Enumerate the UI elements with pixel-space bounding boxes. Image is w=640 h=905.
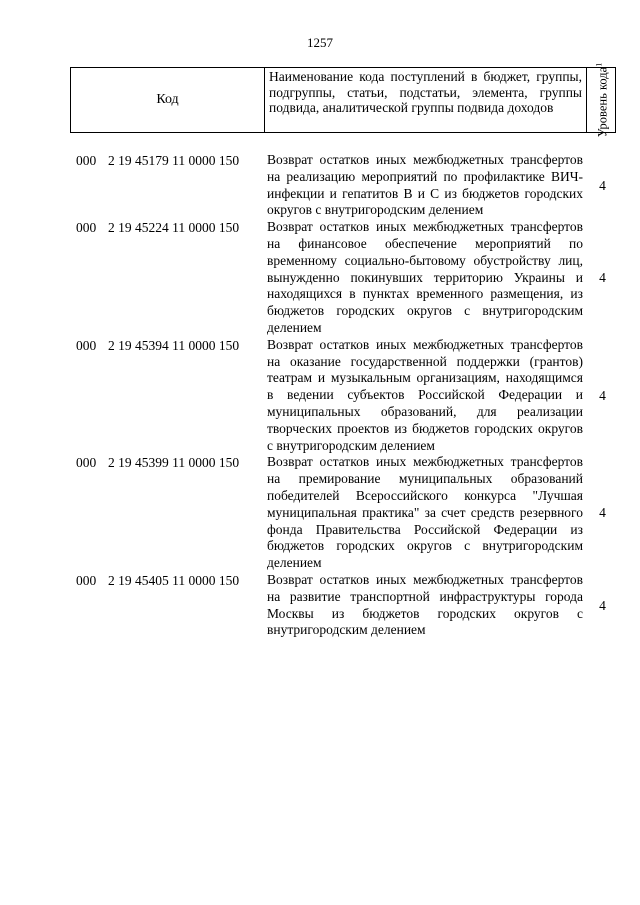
header-code: Код: [71, 68, 265, 132]
table-body: [76, 152, 616, 639]
row-admin-code: 000: [76, 572, 97, 588]
row-name: Возврат остатков иных межбюджетных трансфертов на реализацию мероприятий по профилактике ВИЧ-инфекции и гепатитов В и С из бюджетов городских округов с внутригородским делением: [267, 152, 583, 218]
row-level: 4: [599, 597, 606, 613]
row-admin-code: 000: [76, 220, 97, 236]
row-admin-code: 000: [76, 337, 97, 353]
table-row: [76, 152, 616, 219]
row-code: 2 19 45224 11 0000 150: [108, 220, 240, 236]
row-admin-code: 000: [76, 455, 97, 471]
row-code: 2 19 45405 11 0000 150: [108, 572, 240, 588]
row-name: Возврат остатков иных межбюджетных трансфертов на финансовое обеспечение мероприятий по временному социально-бытовому обустройству лиц, вынужденно покинувших территорию Украины и находящихся в пунктах временного размещения, из бюджетов городских округов с внутригородским делением: [267, 219, 583, 335]
row-level: 4: [599, 177, 606, 193]
table-row: [76, 454, 616, 572]
row-code: 2 19 45399 11 0000 150: [108, 455, 240, 471]
row-level: 4: [599, 387, 606, 403]
header-level: [587, 62, 615, 138]
row-code: 2 19 45179 11 0000 150: [108, 153, 240, 168]
row-admin-code: 000: [76, 153, 97, 168]
header-name: Наименование кода поступлений в бюджет, группы, подгруппы, статьи, подстатьи, элемента, группы подвида, аналитической группы подвида доходов: [265, 68, 587, 132]
table-header: [70, 62, 616, 138]
row-name: Возврат остатков иных межбюджетных трансфертов на развитие транспортной инфраструктуры города Москвы из бюджетов городских округов с внутригородским делением: [267, 571, 583, 638]
header-level-footnote: 1: [594, 62, 604, 67]
page-number: 1257: [307, 35, 333, 50]
row-name: Возврат остатков иных межбюджетных трансфертов на оказание государственной поддержки (грантов) театрам и музыкальным организациям, находящимся в ведении субъектов Российской Федерации и муниципальных образований, для реализации творческих проектов из бюджетов городских округов с внутригородским делением: [267, 336, 583, 453]
row-name: Возврат остатков иных межбюджетных трансфертов на премирование муниципальных образований победителей Всероссийского конкурса "Лучшая муниципальная практика" за счет средств резервного фонда Правительства Российской Федерации из бюджетов городских округов с внутригородским делением: [267, 454, 583, 571]
row-code: 2 19 45394 11 0000 150: [108, 337, 240, 353]
table-row: [76, 337, 616, 455]
row-level: 4: [599, 505, 606, 521]
row-level: 4: [599, 269, 606, 285]
table-row: [76, 572, 616, 639]
header-level-text: Уровень кода: [595, 66, 610, 138]
header-level-label: [593, 63, 608, 137]
table-row: [76, 219, 616, 337]
